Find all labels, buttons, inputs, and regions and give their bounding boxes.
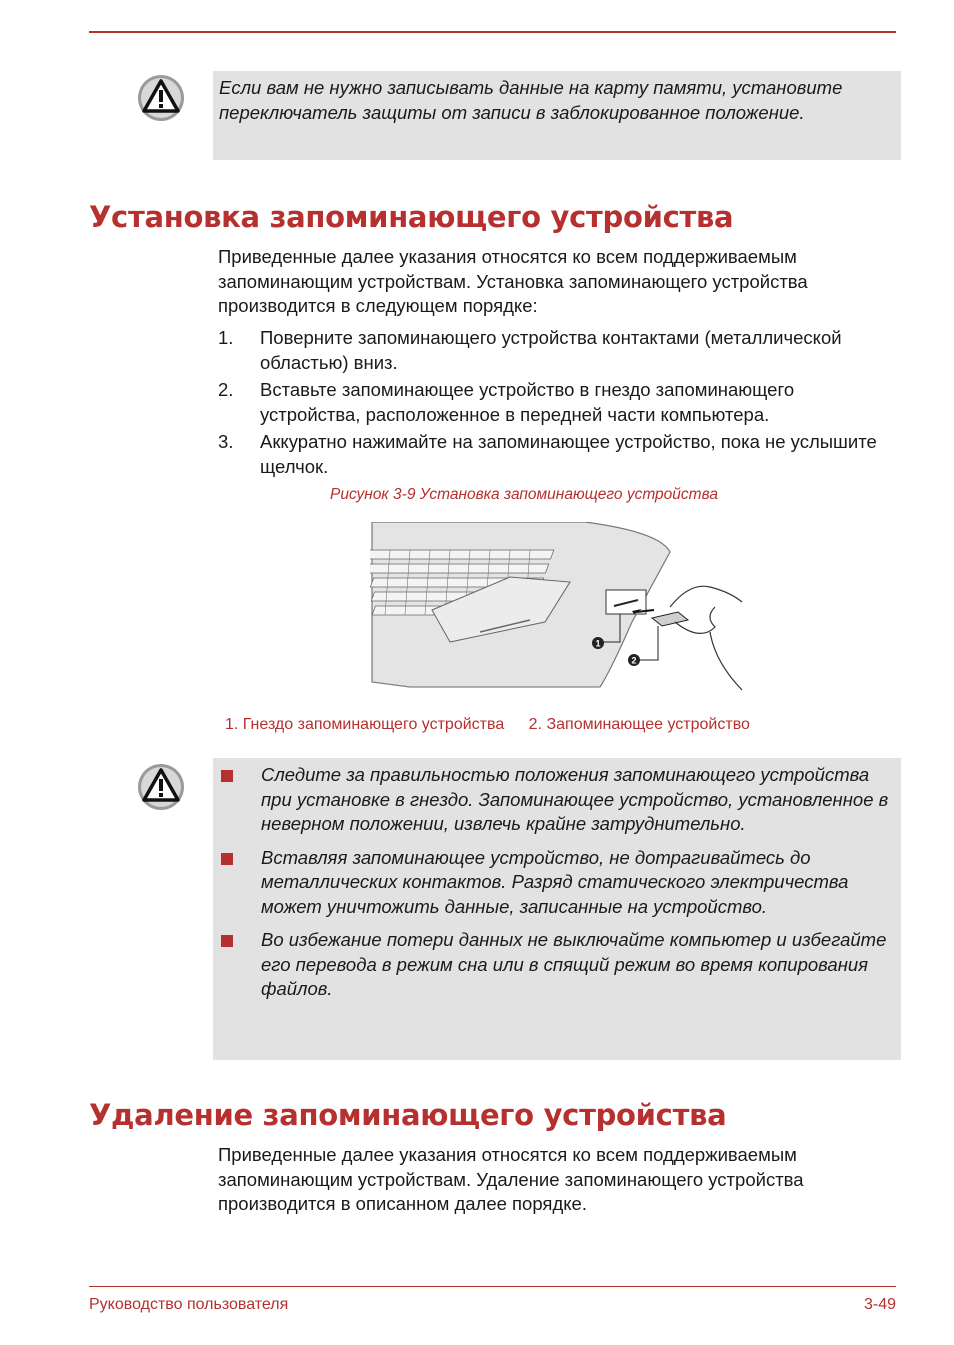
list-item (219, 846, 893, 920)
footer-title: Руководство пользователя (89, 1296, 289, 1313)
note-warnings (213, 758, 901, 1060)
bullet-square-icon (221, 935, 233, 947)
step-text: Вставьте запоминающее устройство в гнездо запоминающего устройства, расположенное в передней части компьютера. (260, 379, 795, 425)
bullet-square-icon (221, 853, 233, 865)
warning-list (219, 763, 893, 1002)
list-item (219, 928, 893, 1002)
warning-icon (136, 73, 186, 123)
warning-text: Во избежание потери данных не выключайте компьютер и избегайте его перевода в режим сна или в спящий режим во время копирования файлов. (261, 929, 887, 999)
bullet-square-icon (221, 770, 233, 782)
callout-2: 2 (631, 655, 637, 666)
list-item (218, 430, 888, 479)
warning-text: Следите за правильностью положения запоминающего устройства при установке в гнездо. Запоминающее устройство, установленное в неверном положении, извлечь крайне затруднительно. (261, 764, 889, 834)
figure-legend (225, 716, 770, 734)
note-write-protect-text: Если вам не нужно записывать данные на карту памяти, установите переключатель защиты от записи в заблокированное положение. (219, 77, 843, 123)
header-rule (89, 31, 896, 33)
page-number: 3-49 (863, 1296, 896, 1313)
note-write-protect (213, 71, 901, 160)
warning-text: Вставляя запоминающее устройство, не дотрагивайтесь до металлических контактов. Разряд статического электричества может уничтожить данные, записанные на устройство. (261, 846, 849, 917)
install-steps (218, 326, 888, 482)
step-number: 3. (218, 431, 234, 452)
section-heading-remove: Удаление запоминающего устройства (89, 1098, 727, 1132)
footer-rule (89, 1286, 896, 1287)
list-item (218, 326, 888, 375)
install-intro: Приведенные далее указания относятся ко всем поддерживаемым запоминающим устройствам. Установка запоминающего устройства производится в следующем порядке: (218, 246, 808, 316)
figure-caption: Рисунок 3-9 Установка запоминающего устройства (330, 486, 718, 503)
legend-item-slot: 1. Гнездо запоминающего устройства (225, 716, 505, 733)
step-text: Поверните запоминающего устройства контактами (металлической областью) вниз. (260, 327, 842, 373)
callout-1: 1 (595, 638, 601, 649)
warning-icon (136, 762, 186, 812)
step-text: Аккуратно нажимайте на запоминающее устройство, пока не услышите щелчок. (260, 431, 877, 477)
step-number: 2. (218, 379, 234, 400)
legend-item-card: 2. Запоминающее устройство (528, 716, 750, 733)
figure-memory-card-install (370, 522, 745, 692)
remove-intro: Приведенные далее указания относятся ко всем поддерживаемым запоминающим устройствам. Удаление запоминающего устройства производится в описанном далее порядке. (218, 1144, 804, 1214)
list-item (219, 763, 893, 837)
step-number: 1. (218, 327, 234, 348)
list-item (218, 378, 888, 427)
section-heading-install: Установка запоминающего устройства (89, 200, 734, 234)
